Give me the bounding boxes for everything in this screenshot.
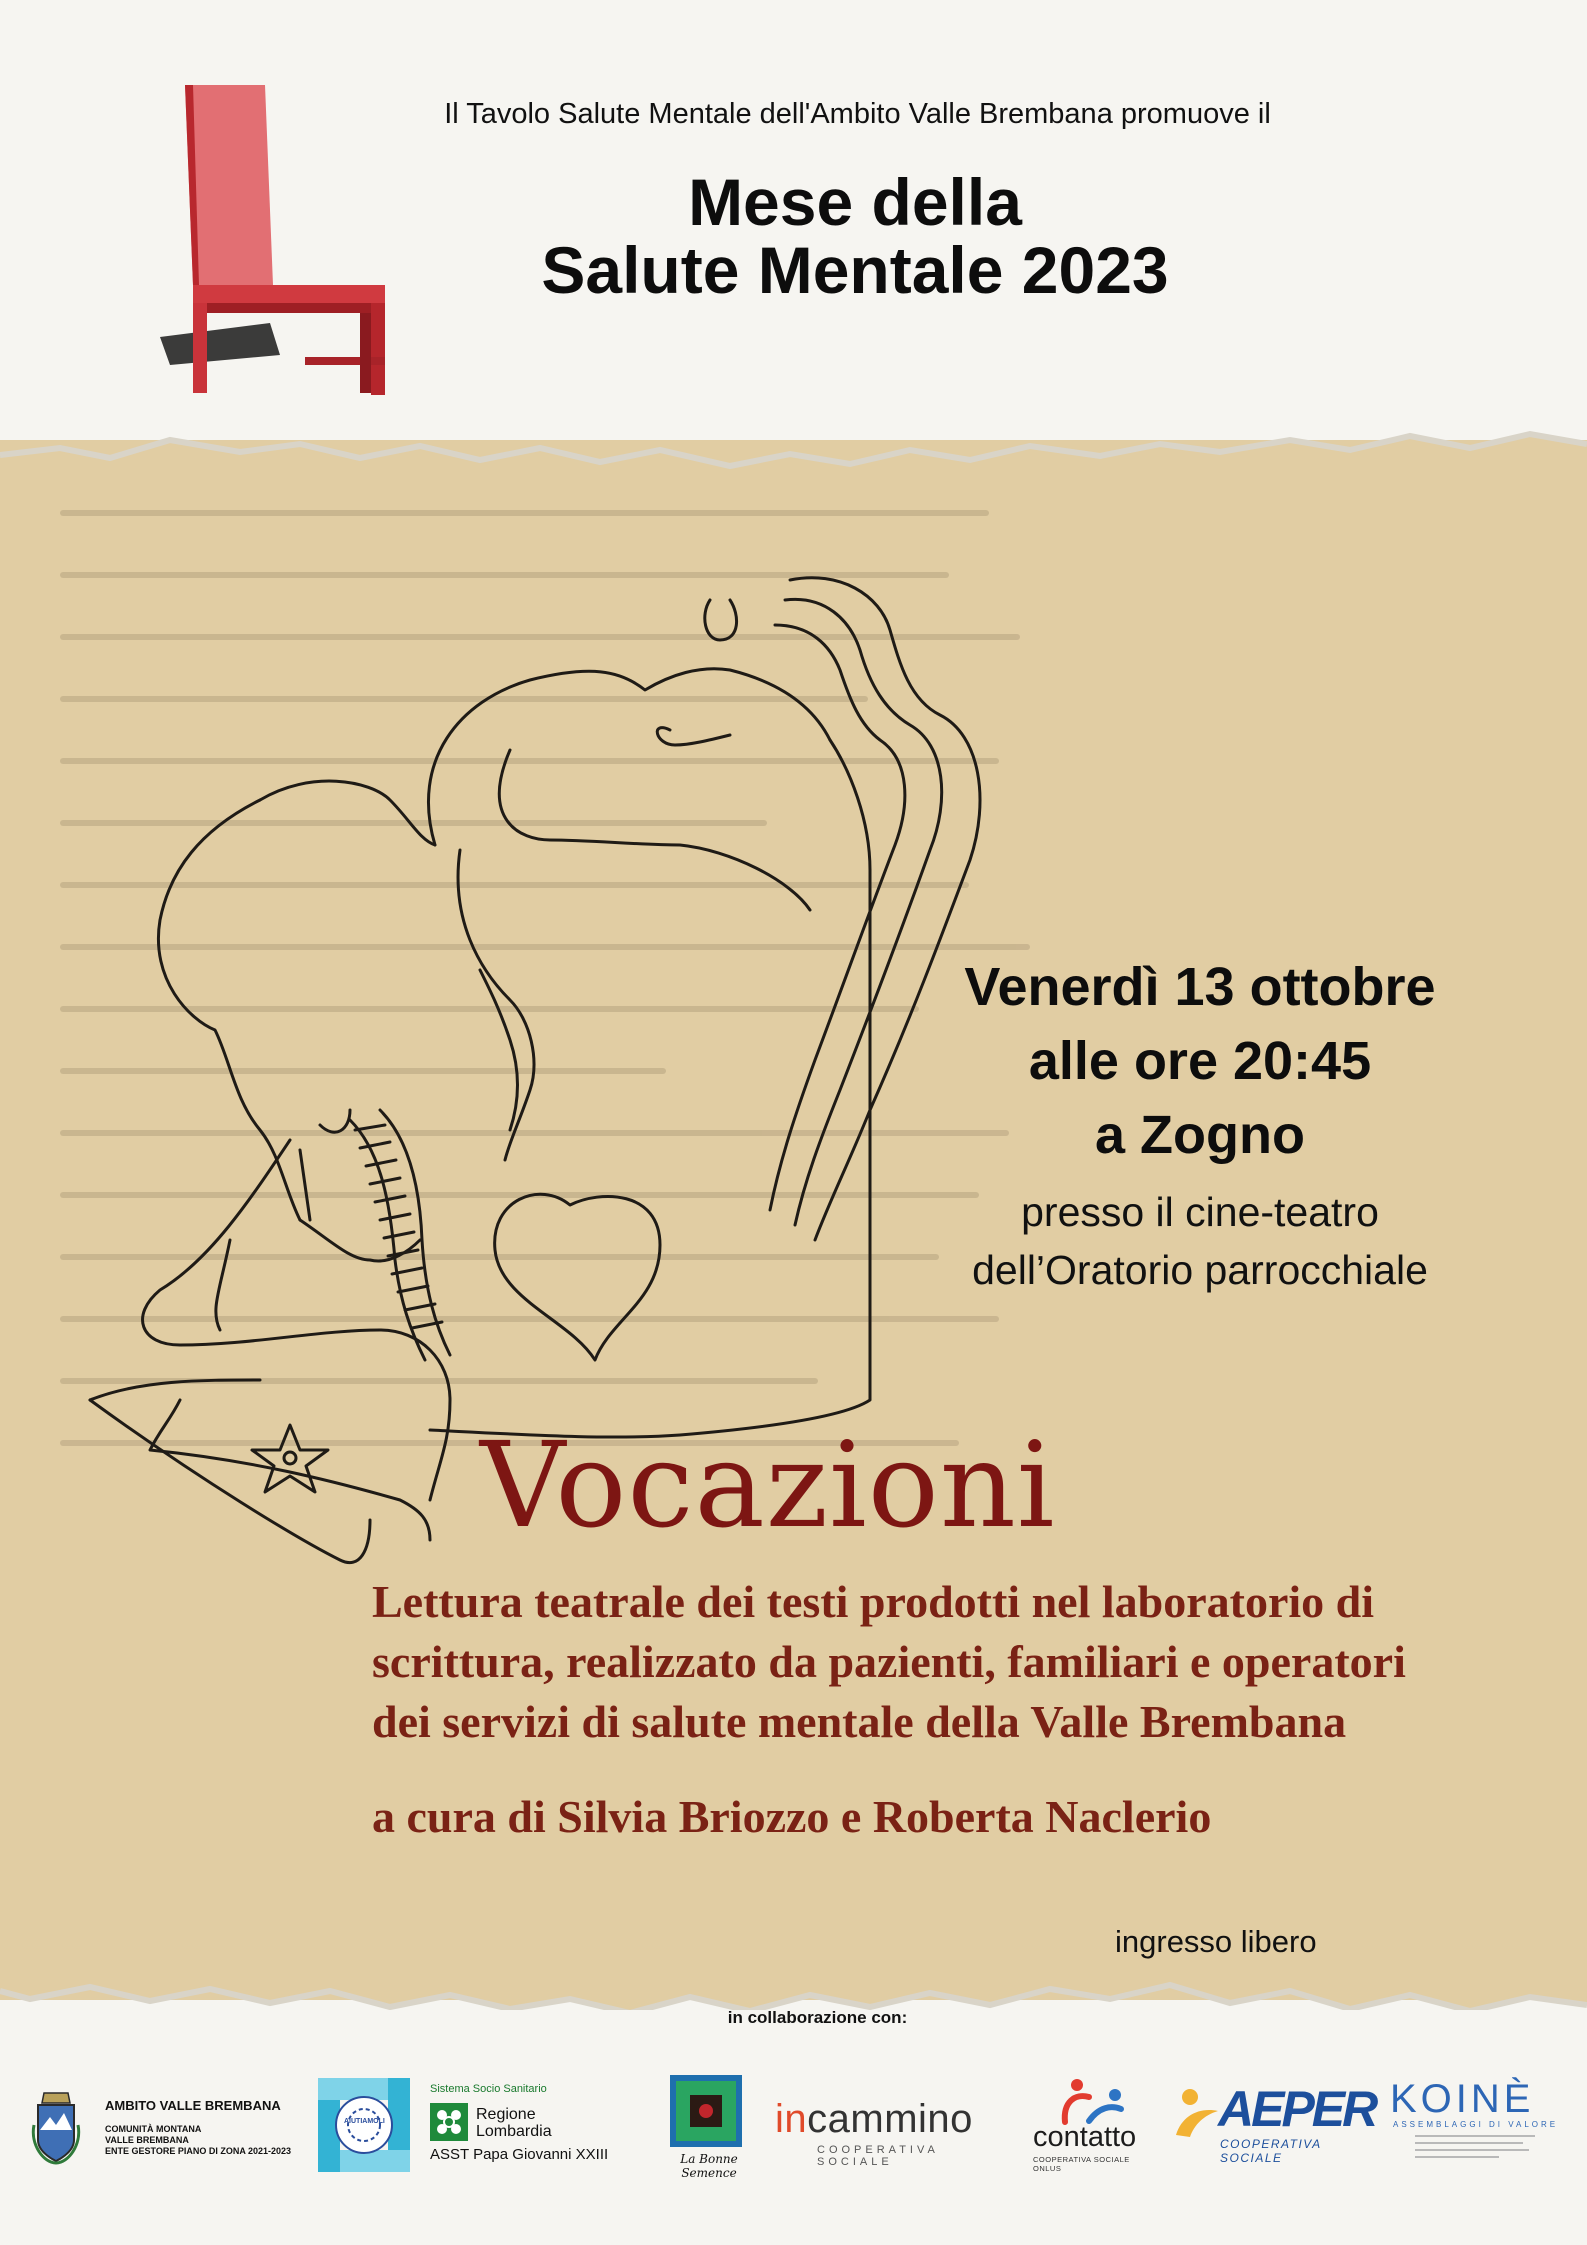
curated-by: a cura di Silvia Briozzo e Roberta Naclerio: [372, 1791, 1212, 1842]
venue-line-1: presso il cine-teatro: [1021, 1189, 1379, 1235]
incammino-prefix: in: [775, 2097, 808, 2141]
ambito-valle-brembana-logo: [30, 2085, 320, 2165]
incammino-sub: COOPERATIVA SOCIALE: [817, 2144, 939, 2168]
page-title: [440, 165, 1270, 307]
description-line-1: Lettura teatrale dei testi prodotti nel laboratorio di: [372, 1576, 1375, 1627]
aiutiamoli-logo: [318, 2078, 410, 2172]
koine-fine-print: [1415, 2135, 1535, 2163]
event-town: a Zogno: [1095, 1105, 1305, 1165]
bonne-semence-icon: [670, 2075, 742, 2147]
aiutiamoli-name: AIUTIAMOLI: [344, 2118, 385, 2125]
event-datetime: [900, 950, 1500, 1172]
intro-text: Il Tavolo Salute Mentale dell'Ambito Valle Brembana promuove il: [444, 98, 1271, 130]
asst-name: ASST Papa Giovanni XXIII: [430, 2146, 609, 2163]
event-time: alle ore 20:45: [1028, 1031, 1372, 1091]
ambito-line-1: COMUNITÀ MONTANA: [105, 2124, 202, 2134]
torn-paper-edge-top: [0, 400, 1587, 510]
red-chair-illustration: [155, 85, 400, 395]
incammino-logo: [775, 2097, 1010, 2168]
event-date: Venerdì 13 ottobre: [964, 957, 1436, 1017]
koine-logo: [1390, 2077, 1560, 2167]
entry-note: ingresso libero: [1115, 1924, 1317, 1959]
incammino-name: cammino: [807, 2097, 973, 2141]
ambito-name: AMBITO VALLE BREMBANA: [105, 2098, 281, 2113]
koine-sub: ASSEMBLAGGI DI VALORE: [1393, 2120, 1559, 2129]
contatto-logo: [1027, 2077, 1157, 2172]
ambito-line-3: ENTE GESTORE PIANO DI ZONA 2021-2023: [105, 2146, 292, 2156]
description-line-3: dei servizi di salute mentale della Valle Brembana: [372, 1696, 1347, 1747]
lombardy-rose-icon: [430, 2103, 468, 2141]
event-venue: [900, 1183, 1500, 1299]
aeper-name: AEPER: [1218, 2081, 1376, 2137]
aiutiamoli-icon: [318, 2078, 410, 2172]
ambito-subtext: [105, 2124, 320, 2157]
venue-line-2: dell’Oratorio parrocchiale: [972, 1247, 1428, 1293]
aeper-sub: COOPERATIVA SOCIALE: [1220, 2137, 1322, 2165]
regione-name: [476, 2106, 552, 2140]
crest-icon: [30, 2085, 82, 2165]
incammino-wordmark: [775, 2097, 973, 2142]
ambito-line-2: VALLE BREMBANA: [105, 2135, 189, 2145]
title-line-1: Mese della: [688, 165, 1022, 239]
description-line-2: scrittura, realizzato da pazienti, familiari e operatori: [372, 1636, 1406, 1687]
regione-lombardia-logo: [430, 2083, 650, 2173]
collaboration-label: in collaborazione con:: [727, 2008, 908, 2027]
title-line-2: Salute Mentale 2023: [541, 233, 1169, 307]
regione-line-1: Regione: [476, 2106, 536, 2123]
show-description: [372, 1572, 1552, 1752]
bonne-semence-name: La Bonne Semence: [680, 2152, 738, 2180]
show-title: Vocazioni: [480, 1416, 1056, 1554]
la-bonne-semence-logo: [650, 2075, 765, 2180]
contatto-sub: COOPERATIVA SOCIALE ONLUS: [1033, 2155, 1130, 2173]
regione-line-2: Lombardia: [476, 2123, 552, 2140]
aeper-logo: [1172, 2080, 1377, 2165]
koine-name: KOINÈ: [1390, 2077, 1535, 2121]
regione-system: Sistema Socio Sanitario: [430, 2083, 547, 2095]
contatto-mark-icon: [1055, 2077, 1125, 2127]
contatto-name: contatto: [1033, 2121, 1137, 2153]
